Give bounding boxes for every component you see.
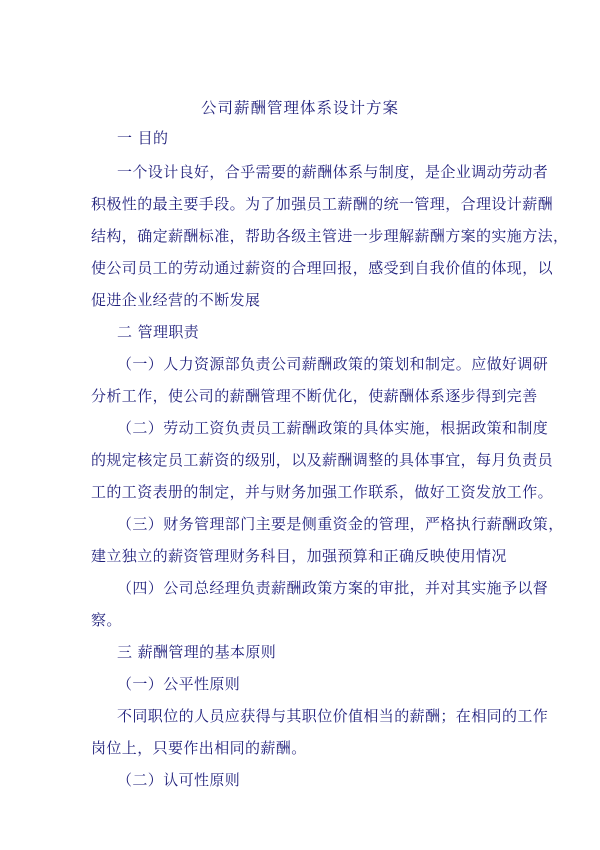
subheading-recognition: （二）认可性原则 (117, 771, 241, 789)
paragraph-line: 工的工资表册的制定，并与财务加强工作联系，做好工资发放工作。 (91, 483, 554, 501)
paragraph-line: 分析工作，使公司的薪酬管理不断优化，使薪酬体系逐步得到完善 (91, 387, 538, 405)
paragraph-line: 岗位上，只要作出相同的薪酬。 (91, 739, 307, 757)
paragraph-line: （三）财务管理部门主要是侧重资金的管理，严格执行薪酬政策， (117, 515, 564, 533)
paragraph-line: 使公司员工的劳动通过薪资的合理回报，感受到自我价值的体现，以 (91, 259, 554, 277)
section-heading-purpose: 一 目的 (117, 129, 169, 147)
paragraph-line: （四）公司总经理负责薪酬政策方案的审批，并对其实施予以督 (117, 579, 549, 597)
paragraph-line: 积极性的最主要手段。为了加强员工薪酬的统一管理，合理设计薪酬 (91, 195, 554, 213)
document-title: 公司薪酬管理体系设计方案 (200, 99, 399, 117)
paragraph-line: （一）人力资源部负责公司薪酬政策的策划和制定。应做好调研 (117, 355, 549, 373)
paragraph-line: 一个设计良好，合乎需要的薪酬体系与制度，是企业调动劳动者 (117, 163, 549, 181)
paragraph-line: （二）劳动工资负责员工薪酬政策的具体实施，根据政策和制度 (117, 419, 549, 437)
paragraph-line: 不同职位的人员应获得与其职位价值相当的薪酬；在相同的工作 (117, 707, 549, 725)
section-heading-responsibilities: 二 管理职责 (117, 323, 200, 341)
section-heading-principles: 三 薪酬管理的基本原则 (117, 643, 277, 661)
paragraph-line: 结构，确定薪酬标准，帮助各级主管进一步理解薪酬方案的实施方法， (91, 227, 569, 245)
paragraph-line: 促进企业经营的不断发展 (91, 291, 261, 309)
paragraph-line: 的规定核定员工薪资的级别，以及薪酬调整的具体事宜，每月负责员 (91, 451, 554, 469)
paragraph-line: 察。 (91, 611, 122, 629)
paragraph-line: 建立独立的薪资管理财务科目，加强预算和正确反映使用情况 (91, 547, 507, 565)
subheading-fairness: （一）公平性原则 (117, 675, 241, 693)
